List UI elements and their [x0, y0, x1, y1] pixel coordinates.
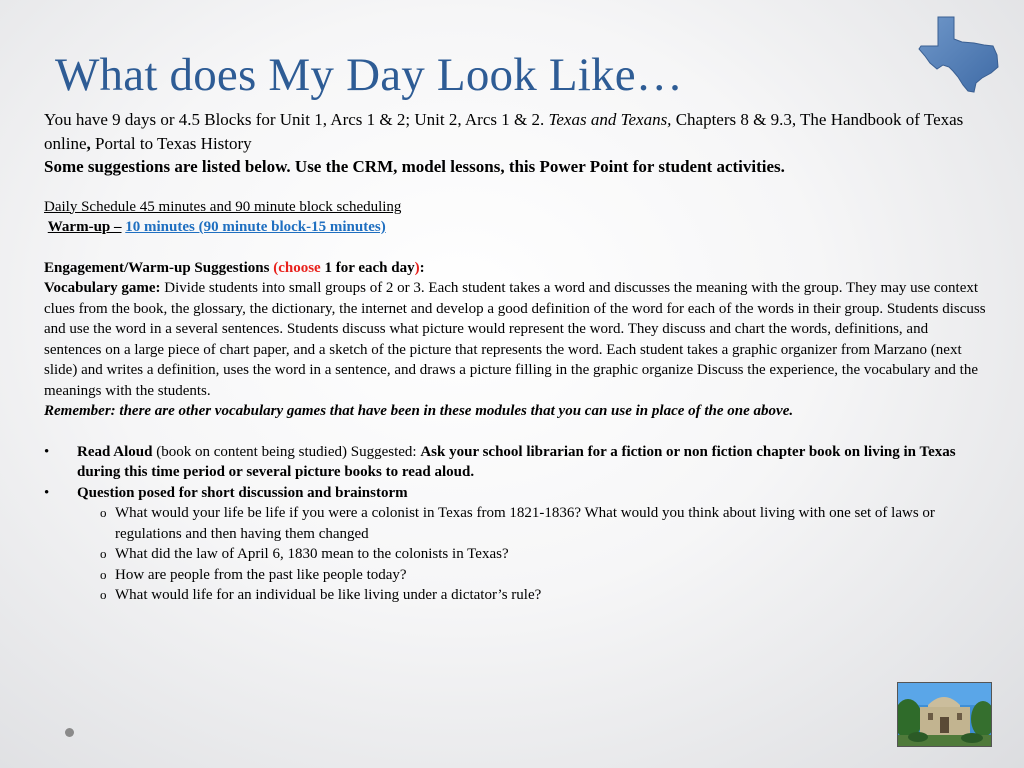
- slide-content: [44, 108, 989, 606]
- read-aloud-label: Read Aloud: [77, 443, 153, 460]
- question-sublist: [77, 503, 989, 606]
- slide-dot: [65, 728, 74, 737]
- alamo-photo: [897, 682, 992, 747]
- activity-list: [44, 442, 989, 606]
- intro-paragraph: [44, 108, 989, 155]
- list-item: o What would your life be life if you were a colonist in Texas from 1821-1836? What would you think about living with one set of laws or regulations and then having them changed: [77, 503, 989, 544]
- warmup-line: [44, 217, 989, 238]
- spacer: [44, 422, 989, 442]
- warmup-label: Warm-up –: [47, 219, 122, 235]
- suggestions-note: Some suggestions are listed below. Use the CRM, model lessons, this Power Point for student activities.: [44, 157, 785, 176]
- engagement-colon: :: [419, 259, 425, 276]
- engagement-choose: (choose: [273, 259, 321, 276]
- vocab-text: Divide students into small groups of 2 or 3. Each student takes a word and discusses the meaning with the group. They may use context clues from the book, the glossary, the dictionary, the internet and develop a good definition of the word for each of the words in their group. Students discuss and use the word in a several sentences. Students discuss what picture would represent the word. They discuss and chart the words, definitions, and sentences on a large piece of chart paper, and a sketch of the picture that represents the word. Each student takes a graphic organizer from Marzano (next slide) and writes a definition, uses the word in a sentence, and draws a picture filling in the graphic organize Discuss the experience, the vocabulary and the meanings with the students.: [44, 280, 986, 399]
- intro-text-a: You have 9 days or 4.5 Blocks for Unit 1, Arcs 1 & 2; Unit 2, Arcs 1 & 2.: [44, 110, 549, 129]
- schedule-block: [44, 197, 989, 238]
- intro-text-c: Portal to Texas History: [90, 133, 252, 153]
- spacer: [44, 238, 989, 258]
- vocabulary-game: [44, 278, 989, 401]
- intro-block: [44, 108, 989, 179]
- texas-map-icon: [918, 15, 1000, 93]
- read-aloud-text: (book on content being studied) Suggested:: [152, 443, 421, 460]
- read-aloud-suggestion: Ask your school librarian for a fiction or non fiction chapter book on living in Texas during this time period or several picture books to read aloud.: [77, 443, 956, 480]
- engagement-heading: [44, 258, 989, 279]
- engagement-heading-b: 1 for each day: [320, 259, 415, 276]
- list-item: o What did the law of April 6, 1830 mean to the colonists in Texas?: [77, 544, 989, 565]
- schedule-heading: Daily Schedule 45 minutes and 90 minute block scheduling: [44, 198, 402, 215]
- intro-text-b: Chapters 8 & 9.3, The Handbook of Texas online: [44, 110, 964, 153]
- question-label: Question posed for short discussion and brainstorm: [77, 484, 408, 501]
- warmup-link[interactable]: 10 minutes (90 minute block-15 minutes): [125, 219, 386, 235]
- list-item: o How are people from the past like people today?: [77, 565, 989, 586]
- engagement-paren: ): [414, 259, 420, 276]
- book-title: Texas and Texans,: [548, 110, 672, 129]
- list-item-read-aloud: [44, 442, 989, 483]
- list-item-question: [44, 483, 989, 606]
- remember-note: Remember: there are other vocabulary games that have been in these modules that you can use in place of the one above.: [44, 403, 794, 419]
- slide-title: What does My Day Look Like…: [55, 49, 684, 101]
- intro-comma: ,: [86, 133, 91, 153]
- engagement-heading-a: Engagement/Warm-up Suggestions: [44, 259, 274, 276]
- engagement-block: [44, 258, 989, 422]
- list-item: o What would life for an individual be like living under a dictator’s rule?: [77, 585, 989, 606]
- vocab-label: Vocabulary game:: [44, 280, 161, 296]
- spacer: [44, 179, 989, 197]
